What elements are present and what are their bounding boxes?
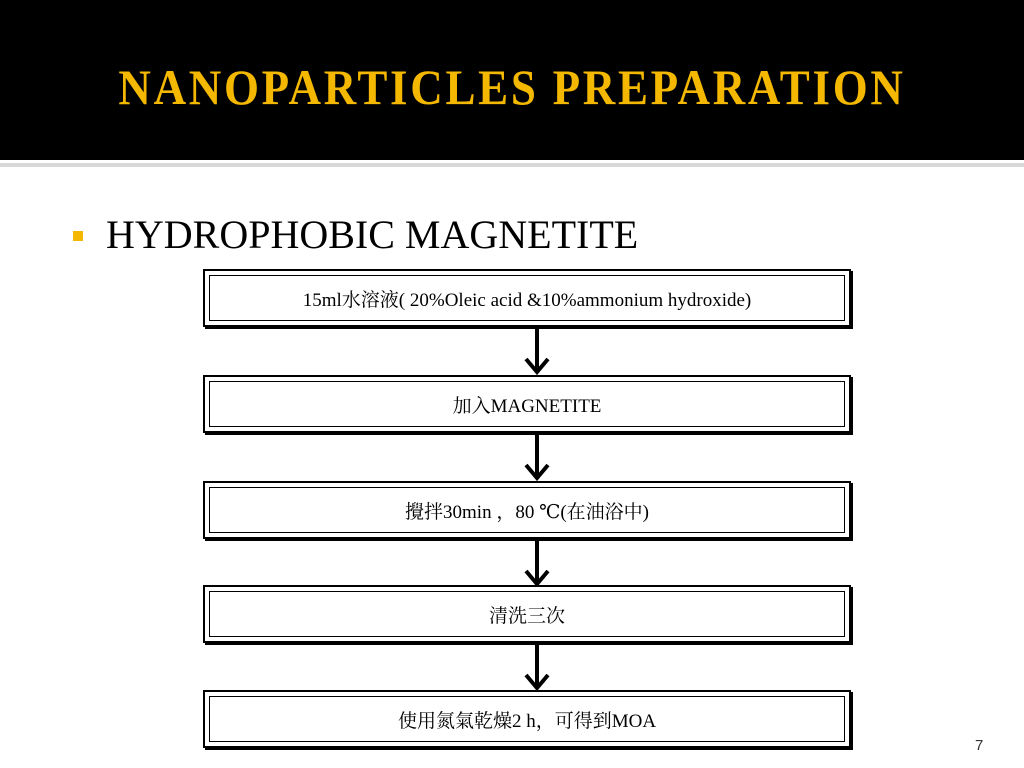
bullet-heading: HYDROPHOBIC MAGNETITE <box>106 212 639 257</box>
flow-step-1 <box>203 269 851 327</box>
title-divider <box>0 163 1024 167</box>
flow-step-3-label: 攪拌30min ，80 ℃(在油浴中) <box>209 487 845 533</box>
flow-step-2-label: 加入MAGNETITE <box>209 381 845 427</box>
down-arrow-icon <box>520 643 554 691</box>
flow-step-3 <box>203 481 851 539</box>
down-arrow-icon <box>520 327 554 375</box>
down-arrow-icon <box>520 433 554 481</box>
flow-step-2 <box>203 375 851 433</box>
flow-step-4 <box>203 585 851 643</box>
page-number: 7 <box>975 737 984 754</box>
flow-step-4-label: 清洗三次 <box>209 591 845 637</box>
flow-step-5 <box>203 690 851 748</box>
square-bullet-icon <box>73 231 83 241</box>
slide-title: NANOPARTICLES PREPARATION <box>118 59 906 115</box>
down-arrow-icon <box>520 539 554 587</box>
flow-step-5-label: 使用氮氣乾燥2 h，可得到MOA <box>209 696 845 742</box>
flow-step-1-label: 15ml水溶液( 20%Oleic acid &10%ammonium hydroxide) <box>209 275 845 321</box>
